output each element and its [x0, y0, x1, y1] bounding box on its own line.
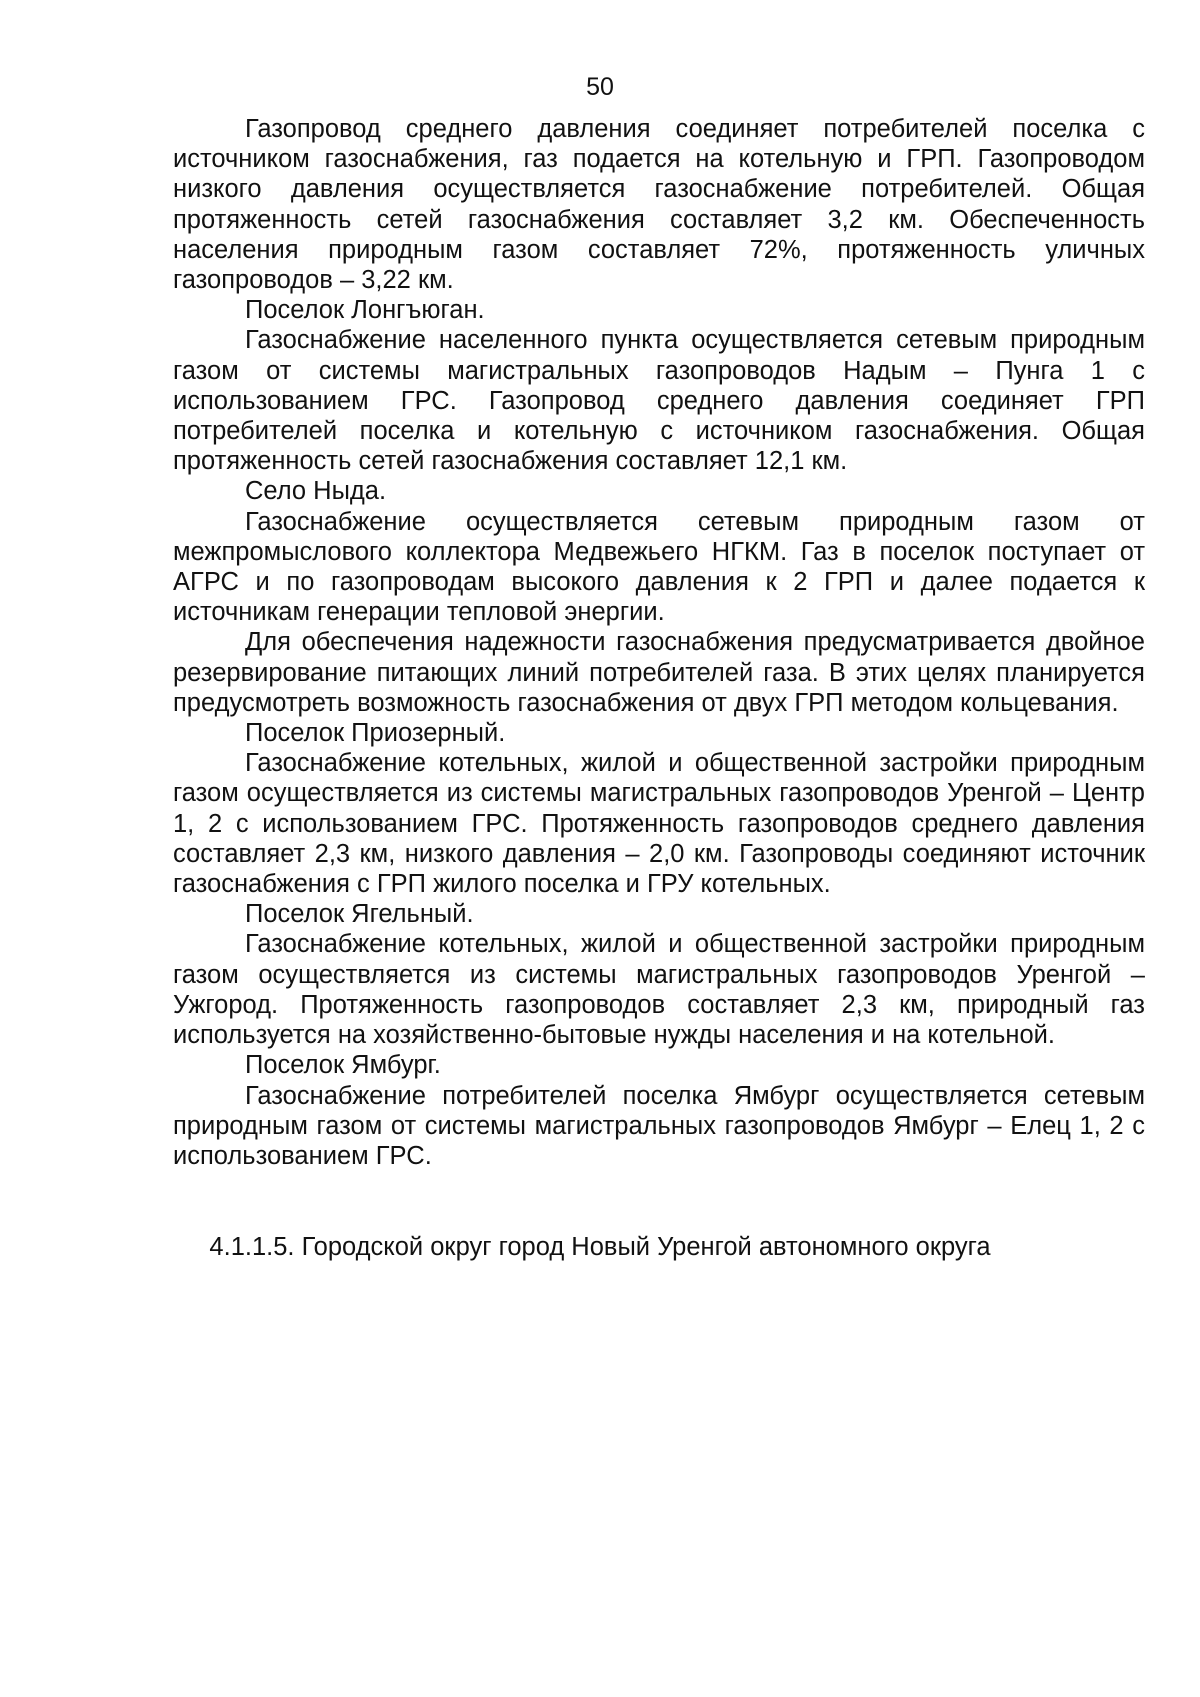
settlement-heading-priozerny: Поселок Приозерный.: [245, 719, 506, 748]
document-body: [173, 114, 1145, 1171]
section-heading: 4.1.1.5. Городской округ город Новый Уренгой автономного округа: [209, 1233, 991, 1261]
settlement-heading-nyda: Село Ныда.: [245, 477, 387, 506]
paragraph-gas-pipeline-intro: Газопровод среднего давления соединяет потребителей поселка с источником газоснабжения, газ подается на котельную и ГРП. Газопроводом низкого давления осуществляется газоснабжение потребителей. Общая протяженность сетей газоснабжения составляет 3,2 км. Обеспеченность населения природным газом составляет 72%, протяженность уличных газопроводов – 3,22 км.: [173, 115, 1145, 295]
paragraph-longyugan-gas-supply: Газоснабжение населенного пункта осуществляется сетевым природным газом от системы магистральных газопроводов Надым – Пунга 1 с использованием ГРС. Газопровод среднего давления соединяет ГРП потребителей поселка и котельную с источником газоснабжения. Общая протяженность сетей газоснабжения составляет 12,1 км.: [173, 326, 1145, 476]
paragraph-yamburg-gas-supply: Газоснабжение потребителей поселка Ямбург осуществляется сетевым природным газом от системы магистральных газопроводов Ямбург – Елец 1, 2 с использованием ГРС.: [173, 1081, 1145, 1170]
settlement-heading-longyugan: Поселок Лонгъюган.: [245, 296, 485, 325]
paragraph-nyda-reliability: Для обеспечения надежности газоснабжения предусматривается двойное резервирование питающих линий потребителей газа. В этих целях планируется предусмотреть возможность газоснабжения от двух ГРП методом кольцевания.: [173, 628, 1145, 717]
page-number: 50: [586, 73, 614, 101]
settlement-heading-yagelny: Поселок Ягельный.: [245, 900, 474, 929]
paragraph-priozerny-gas-supply: Газоснабжение котельных, жилой и общественной застройки природным газом осуществляется из системы магистральных газопроводов Уренгой – Центр 1, 2 с использованием ГРС. Протяженность газопроводов среднего давления составляет 2,3 км, низкого давления – 2,0 км. Газопроводы соединяют источник газоснабжения с ГРП жилого поселка и ГРУ котельных.: [173, 749, 1145, 899]
paragraph-yagelny-gas-supply: Газоснабжение котельных, жилой и общественной застройки природным газом осуществляется из системы магистральных газопроводов Уренгой – Ужгород. Протяженность газопроводов составляет 2,3 км, природный газ используется на хозяйственно-бытовые нужды населения и на котельной.: [173, 930, 1145, 1050]
settlement-heading-yamburg: Поселок Ямбург.: [245, 1051, 441, 1080]
paragraph-nyda-gas-supply: Газоснабжение осуществляется сетевым природным газом от межпромыслового коллектора Медвежьего НГКМ. Газ в поселок поступает от АГРС и по газопроводам высокого давления к 2 ГРП и далее подается к источникам генерации тепловой энергии.: [173, 507, 1145, 627]
